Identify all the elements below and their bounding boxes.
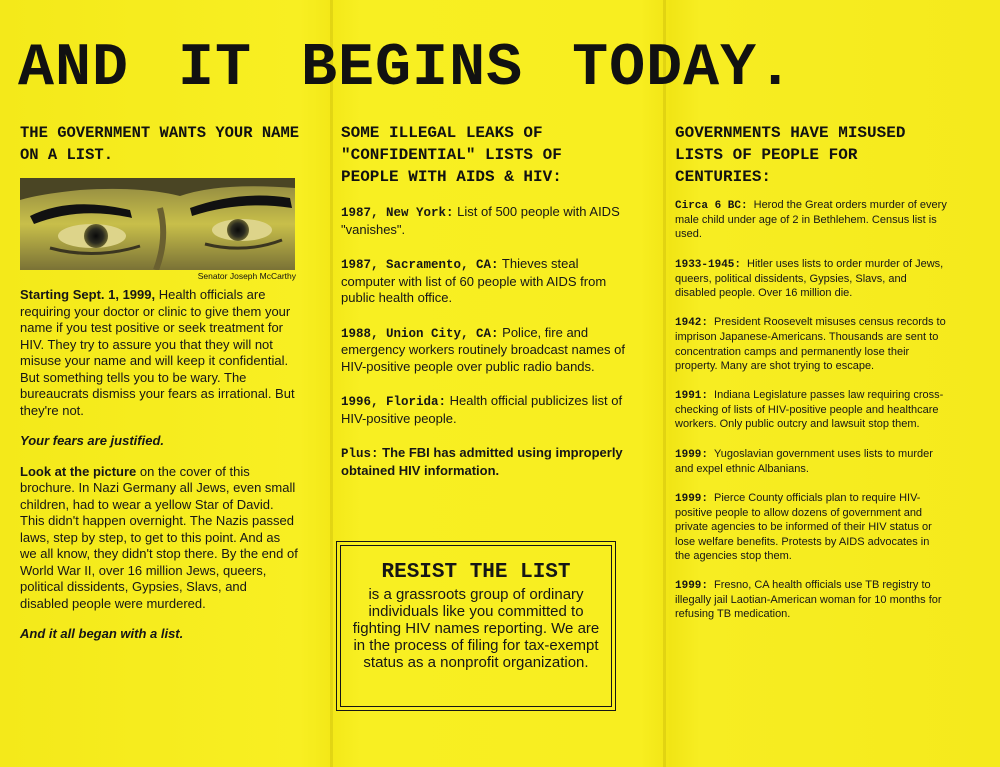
resist-box-inner <box>340 545 612 707</box>
panel-left-heading: THE GOVERNMENT WANTS YOUR NAME ON A LIST. <box>20 124 300 164</box>
panel-middle-heading: SOME ILLEGAL LEAKS OF "CONFIDENTIAL" LISTS OF PEOPLE WITH AIDS & HIV: <box>341 124 562 186</box>
history-entry: 1999: Yugoslavian government uses lists to murder and expel ethnic Albanians. <box>675 447 933 475</box>
panel-middle <box>341 122 626 479</box>
fold-line-left <box>330 0 333 767</box>
photo-caption: Senator Joseph McCarthy <box>197 271 296 281</box>
nazi-body: on the cover of this brochure. In Nazi Germany all Jews, even small children, had to wear a yellow Star of David. This didn't happen overnight. The Nazis passed laws, step by step, to get to this point. And as we all know, they didn't stop there. By the end of World War II, over 16 million Jews, queers, political dissidents, Gypsies, Slavs, and disabled people were murdered. <box>20 463 298 611</box>
intro-body: Health officials are requiring your doctor or clinic to give them your name if you test positive or seek treatment for HIV. They try to assure you that they will not misuse your name and will keep it confidential. But something tells you to be wary. The bureaucrats dismiss your fears as irrational. But they're not. <box>20 287 295 418</box>
history-entry: 1991: Indiana Legislature passes law requiring cross-checking of lists of HIV-positive people and healthcare workers. Only public outcry and lawsuit stop them. <box>675 389 944 431</box>
intro-paragraph <box>20 287 298 419</box>
panel-left <box>20 122 305 643</box>
resist-box-title: RESIST THE LIST <box>381 561 571 584</box>
leak-entry: 1988, Union City, CA: Police, fire and emergency workers routinely broadcast names of HIV-positive people over public radio bands. <box>341 324 625 374</box>
resist-box-text: is a grassroots group of ordinary individuals like you committed to fighting HIV names reporting. We are in the process of filing for tax-exempt status as a nonprofit organization. <box>352 586 600 671</box>
history-entry: 1942: President Roosevelt misuses census records to imprison Japanese-Americans. Thousands are sent to concentration camps and permanently lose their property. Many are shot trying to escape. <box>675 316 946 372</box>
mccarthy-eyes-photo <box>20 178 295 270</box>
history-entry: 1999: Fresno, CA health officials use TB registry to illegally jail Laotian-American woman for 10 months for refusing TB medication. <box>675 579 942 621</box>
intro-lead: Starting Sept. 1, 1999, <box>20 287 156 302</box>
fbi-note: Plus: The FBI has admitted using improperly obtained HIV information. <box>341 445 623 478</box>
leak-entry: 1987, New York: List of 500 people with AIDS "vanishes". <box>341 204 620 237</box>
history-entry: Circa 6 BC: Herod the Great orders murder of every male child under age of 2 in Bethlehem. Census list is used. <box>675 199 947 241</box>
leak-entry: 1987, Sacramento, CA: Thieves steal computer with list of 60 people with AIDS from public health office. <box>341 256 607 305</box>
leak-entry: 1996, Florida: Health official publicizes list of HIV-positive people. <box>341 393 623 426</box>
nazi-paragraph <box>20 464 298 613</box>
nazi-lead: Look at the picture <box>20 463 137 479</box>
closing-line: And it all began with a list. <box>20 626 184 641</box>
panel-right-heading: GOVERNMENTS HAVE MISUSED LISTS OF PEOPLE FOR CENTURIES: <box>675 124 906 186</box>
panel-right <box>675 122 950 637</box>
history-entry: 1999: Pierce County officials plan to require HIV-positive people to allow dozens of government and private agencies to be informed of their HIV status or lose welfare benefits. Protests by AIDS advocates in the agencies stop them. <box>675 492 932 562</box>
fears-justified: Your fears are justified. <box>20 433 165 448</box>
history-entry: 1933-1945: Hitler uses lists to order murder of Jews, queers, political dissidents, Gypsies, Slavs, and disabled people. Over 16 million die. <box>675 257 944 300</box>
resist-the-list-box <box>336 541 616 711</box>
fold-line-right <box>663 0 666 767</box>
headline: AND IT BEGINS TODAY. <box>18 35 795 103</box>
